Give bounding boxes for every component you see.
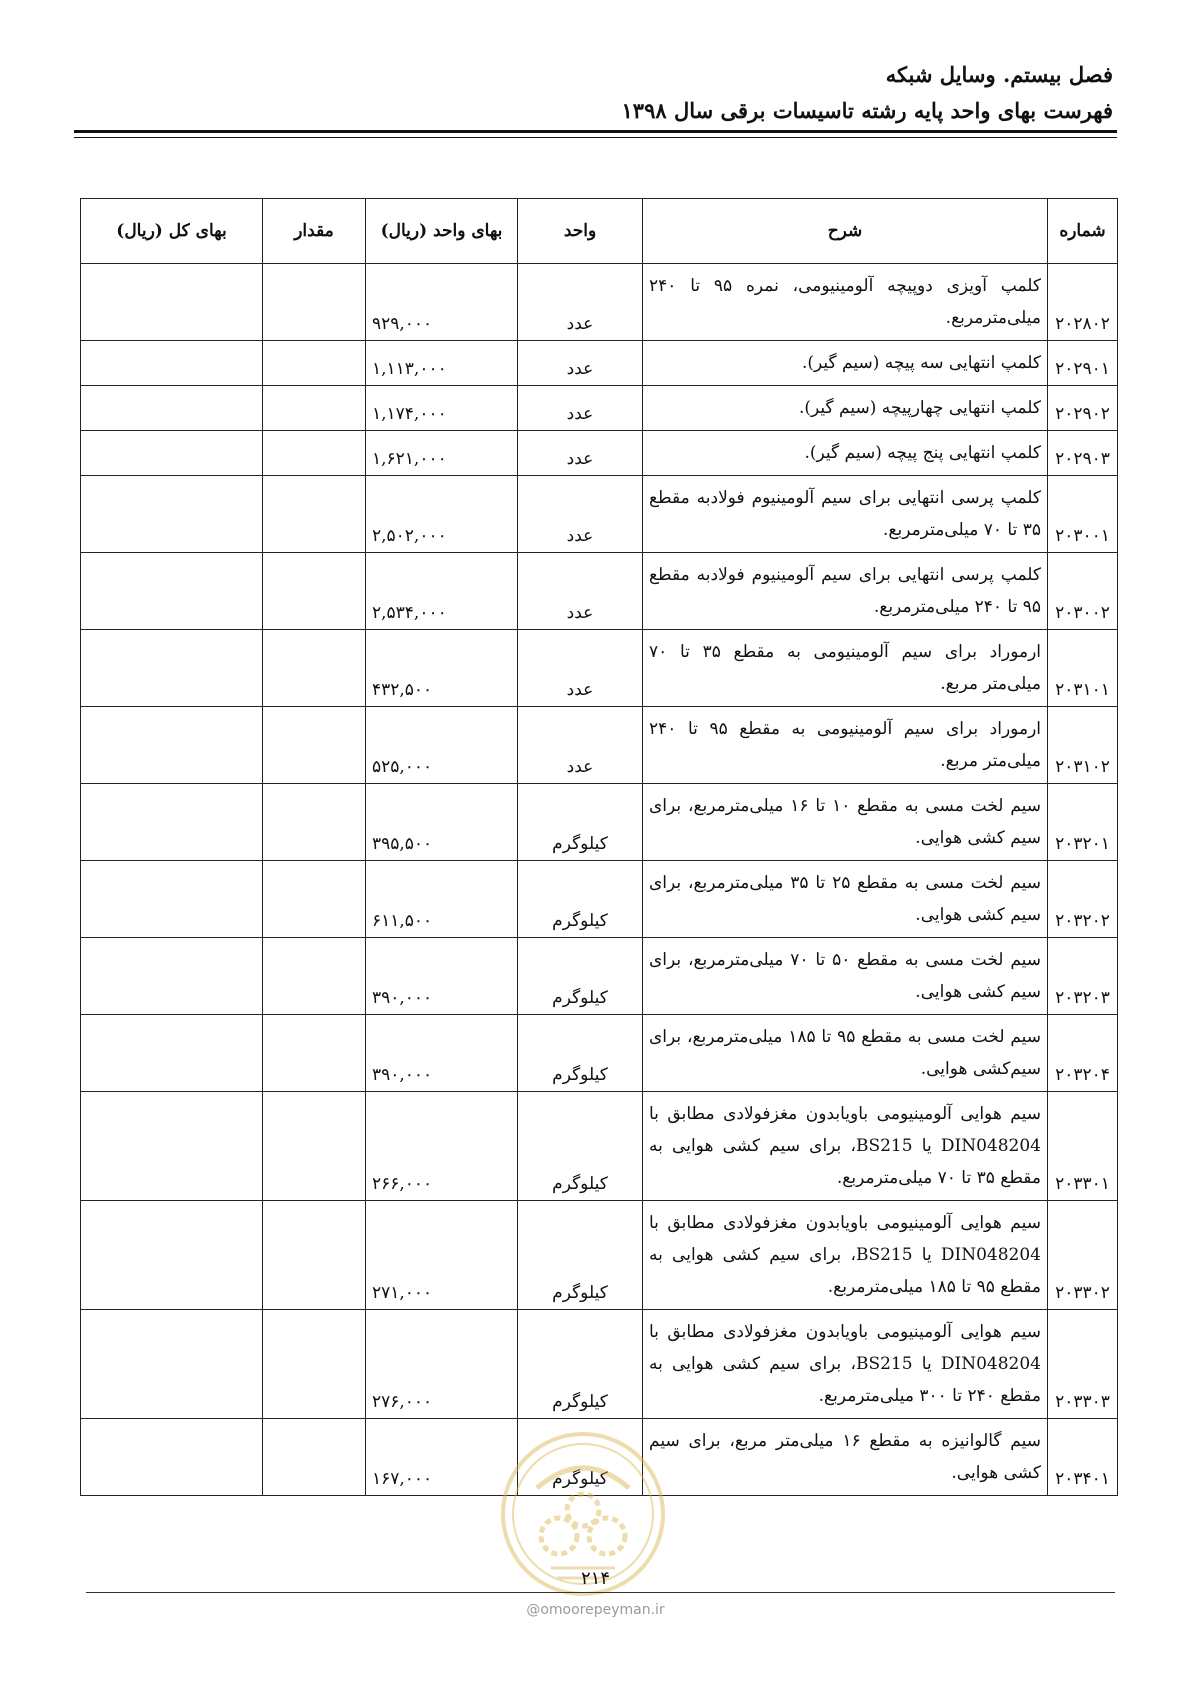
table-row bbox=[81, 264, 1118, 341]
table-row bbox=[81, 386, 1118, 431]
row-unit-price: ۳۹۵,۵۰۰ bbox=[366, 784, 518, 861]
table-row bbox=[81, 1015, 1118, 1092]
table-header-row bbox=[81, 199, 1118, 264]
row-description: سیم هوایی آلومینیومی باویابدون مغزفولادی مطابق با DIN048204 یا BS215، برای سیم کشی هوایی به مقطع ۹۵ تا ۱۸۵ میلی‌مترمربع. bbox=[643, 1201, 1048, 1310]
row-code: ۲۰۳۴۰۱ bbox=[1048, 1419, 1118, 1496]
row-total-price bbox=[81, 1092, 263, 1201]
row-code: ۲۰۳۲۰۲ bbox=[1048, 861, 1118, 938]
table-row bbox=[81, 1092, 1118, 1201]
row-description: کلمپ انتهایی پنج پیچه (سیم گیر). bbox=[643, 431, 1048, 476]
row-total-price bbox=[81, 938, 263, 1015]
row-code: ۲۰۳۲۰۳ bbox=[1048, 938, 1118, 1015]
row-total-price bbox=[81, 861, 263, 938]
row-unit-price: ۳۹۰,۰۰۰ bbox=[366, 1015, 518, 1092]
row-total-price bbox=[81, 784, 263, 861]
row-unit: عدد bbox=[518, 476, 643, 553]
row-unit-price: ۲۶۶,۰۰۰ bbox=[366, 1092, 518, 1201]
header-rule-thin bbox=[74, 137, 1117, 138]
row-code: ۲۰۲۹۰۳ bbox=[1048, 431, 1118, 476]
table-row bbox=[81, 938, 1118, 1015]
page-number: ۲۱۴ bbox=[580, 1568, 610, 1589]
row-code: ۲۰۲۹۰۱ bbox=[1048, 341, 1118, 386]
row-total-price bbox=[81, 1015, 263, 1092]
row-quantity bbox=[263, 630, 366, 707]
row-description: سیم لخت مسی به مقطع ۱۰ تا ۱۶ میلی‌مترمربع، برای سیم کشی هوایی. bbox=[643, 784, 1048, 861]
row-unit: کیلوگرم bbox=[518, 1419, 643, 1496]
row-quantity bbox=[263, 938, 366, 1015]
document-subtitle: فهرست بهای واحد پایه رشته تاسیسات برقی سال ۱۳۹۸ bbox=[621, 98, 1113, 123]
row-total-price bbox=[81, 431, 263, 476]
row-code: ۲۰۳۳۰۳ bbox=[1048, 1310, 1118, 1419]
row-unit: کیلوگرم bbox=[518, 1201, 643, 1310]
row-unit-price: ۱,۶۲۱,۰۰۰ bbox=[366, 431, 518, 476]
row-description: ارموراد برای سیم آلومینیومی به مقطع ۳۵ تا ۷۰ میلی‌متر مربع. bbox=[643, 630, 1048, 707]
row-unit-price: ۶۱۱,۵۰۰ bbox=[366, 861, 518, 938]
row-description: کلمپ پرسی انتهایی برای سیم آلومینیوم فولادبه مقطع ۹۵ تا ۲۴۰ میلی‌مترمربع. bbox=[643, 553, 1048, 630]
row-quantity bbox=[263, 553, 366, 630]
row-total-price bbox=[81, 1310, 263, 1419]
row-quantity bbox=[263, 1201, 366, 1310]
price-table bbox=[80, 198, 1118, 1496]
table-row bbox=[81, 341, 1118, 386]
row-total-price bbox=[81, 1201, 263, 1310]
row-description: سیم لخت مسی به مقطع ۲۵ تا ۳۵ میلی‌مترمربع، برای سیم کشی هوایی. bbox=[643, 861, 1048, 938]
row-unit: عدد bbox=[518, 431, 643, 476]
row-quantity bbox=[263, 1419, 366, 1496]
col-header-code: شماره bbox=[1048, 199, 1118, 264]
row-code: ۲۰۳۱۰۲ bbox=[1048, 707, 1118, 784]
row-unit-price: ۹۲۹,۰۰۰ bbox=[366, 264, 518, 341]
row-unit: عدد bbox=[518, 707, 643, 784]
row-total-price bbox=[81, 264, 263, 341]
row-total-price bbox=[81, 476, 263, 553]
col-header-quantity: مقدار bbox=[263, 199, 366, 264]
row-total-price bbox=[81, 386, 263, 431]
row-code: ۲۰۳۳۰۲ bbox=[1048, 1201, 1118, 1310]
row-description: سیم هوایی آلومینیومی باویابدون مغزفولادی مطابق با DIN048204 یا BS215، برای سیم کشی هوایی به مقطع ۲۴۰ تا ۳۰۰ میلی‌مترمربع. bbox=[643, 1310, 1048, 1419]
row-unit: عدد bbox=[518, 341, 643, 386]
row-description: ارموراد برای سیم آلومینیومی به مقطع ۹۵ تا ۲۴۰ میلی‌متر مربع. bbox=[643, 707, 1048, 784]
row-code: ۲۰۲۸۰۲ bbox=[1048, 264, 1118, 341]
row-unit-price: ۲۷۶,۰۰۰ bbox=[366, 1310, 518, 1419]
row-quantity bbox=[263, 264, 366, 341]
chapter-title: فصل بیستم. وسایل شبکه bbox=[885, 62, 1113, 87]
row-unit: عدد bbox=[518, 264, 643, 341]
row-unit-price: ۳۹۰,۰۰۰ bbox=[366, 938, 518, 1015]
row-unit: عدد bbox=[518, 386, 643, 431]
footer-rule bbox=[86, 1592, 1115, 1593]
row-total-price bbox=[81, 707, 263, 784]
table-row bbox=[81, 553, 1118, 630]
watermark-text: @omoorepeyman.ir bbox=[526, 1602, 665, 1618]
table-row bbox=[81, 784, 1118, 861]
row-quantity bbox=[263, 1015, 366, 1092]
row-code: ۲۰۳۲۰۴ bbox=[1048, 1015, 1118, 1092]
row-description: سیم هوایی آلومینیومی باویابدون مغزفولادی مطابق با DIN048204 یا BS215، برای سیم کشی هوایی به مقطع ۳۵ تا ۷۰ میلی‌مترمربع. bbox=[643, 1092, 1048, 1201]
row-unit: عدد bbox=[518, 630, 643, 707]
row-unit-price: ۴۳۲,۵۰۰ bbox=[366, 630, 518, 707]
row-unit-price: ۲,۵۰۲,۰۰۰ bbox=[366, 476, 518, 553]
row-quantity bbox=[263, 707, 366, 784]
table-row bbox=[81, 1310, 1118, 1419]
row-quantity bbox=[263, 784, 366, 861]
row-unit-price: ۲۷۱,۰۰۰ bbox=[366, 1201, 518, 1310]
table-row bbox=[81, 1201, 1118, 1310]
row-description: سیم لخت مسی به مقطع ۵۰ تا ۷۰ میلی‌مترمربع، برای سیم کشی هوایی. bbox=[643, 938, 1048, 1015]
row-unit-price: ۱۶۷,۰۰۰ bbox=[366, 1419, 518, 1496]
row-unit: عدد bbox=[518, 553, 643, 630]
row-quantity bbox=[263, 386, 366, 431]
row-code: ۲۰۳۰۰۲ bbox=[1048, 553, 1118, 630]
row-unit: کیلوگرم bbox=[518, 1015, 643, 1092]
col-header-unit-price: بهای واحد (ریال) bbox=[366, 199, 518, 264]
table-row bbox=[81, 476, 1118, 553]
row-code: ۲۰۳۰۰۱ bbox=[1048, 476, 1118, 553]
row-quantity bbox=[263, 1310, 366, 1419]
row-unit: کیلوگرم bbox=[518, 1092, 643, 1201]
row-code: ۲۰۳۳۰۱ bbox=[1048, 1092, 1118, 1201]
row-quantity bbox=[263, 431, 366, 476]
col-header-total-price: بهای کل (ریال) bbox=[81, 199, 263, 264]
table-row bbox=[81, 630, 1118, 707]
row-unit-price: ۱,۱۱۳,۰۰۰ bbox=[366, 341, 518, 386]
row-description: کلمپ انتهایی چهارپیچه (سیم گیر). bbox=[643, 386, 1048, 431]
row-quantity bbox=[263, 476, 366, 553]
row-unit: کیلوگرم bbox=[518, 861, 643, 938]
row-code: ۲۰۳۱۰۱ bbox=[1048, 630, 1118, 707]
row-total-price bbox=[81, 1419, 263, 1496]
col-header-unit: واحد bbox=[518, 199, 643, 264]
row-quantity bbox=[263, 861, 366, 938]
row-quantity bbox=[263, 341, 366, 386]
table-row bbox=[81, 707, 1118, 784]
row-unit: کیلوگرم bbox=[518, 938, 643, 1015]
row-unit: کیلوگرم bbox=[518, 1310, 643, 1419]
table-row bbox=[81, 1419, 1118, 1496]
header-rule-thick bbox=[74, 130, 1117, 133]
row-description: سیم لخت مسی به مقطع ۹۵ تا ۱۸۵ میلی‌مترمربع، برای سیم‌کشی هوایی. bbox=[643, 1015, 1048, 1092]
row-quantity bbox=[263, 1092, 366, 1201]
row-unit-price: ۱,۱۷۴,۰۰۰ bbox=[366, 386, 518, 431]
row-total-price bbox=[81, 553, 263, 630]
row-code: ۲۰۳۲۰۱ bbox=[1048, 784, 1118, 861]
col-header-description: شرح bbox=[643, 199, 1048, 264]
row-unit-price: ۲,۵۳۴,۰۰۰ bbox=[366, 553, 518, 630]
row-total-price bbox=[81, 630, 263, 707]
table-row bbox=[81, 431, 1118, 476]
row-description: کلمپ پرسی انتهایی برای سیم آلومینیوم فولادبه مقطع ۳۵ تا ۷۰ میلی‌مترمربع. bbox=[643, 476, 1048, 553]
row-description: سیم گالوانیزه به مقطع ۱۶ میلی‌متر مربع، برای سیم کشی هوایی. bbox=[643, 1419, 1048, 1496]
row-unit: کیلوگرم bbox=[518, 784, 643, 861]
row-description: کلمپ آویزی دوپیچه آلومینیومی، نمره ۹۵ تا ۲۴۰ میلی‌مترمربع. bbox=[643, 264, 1048, 341]
row-description: کلمپ انتهایی سه پیچه (سیم گیر). bbox=[643, 341, 1048, 386]
row-code: ۲۰۲۹۰۲ bbox=[1048, 386, 1118, 431]
row-total-price bbox=[81, 341, 263, 386]
table-row bbox=[81, 861, 1118, 938]
row-unit-price: ۵۲۵,۰۰۰ bbox=[366, 707, 518, 784]
